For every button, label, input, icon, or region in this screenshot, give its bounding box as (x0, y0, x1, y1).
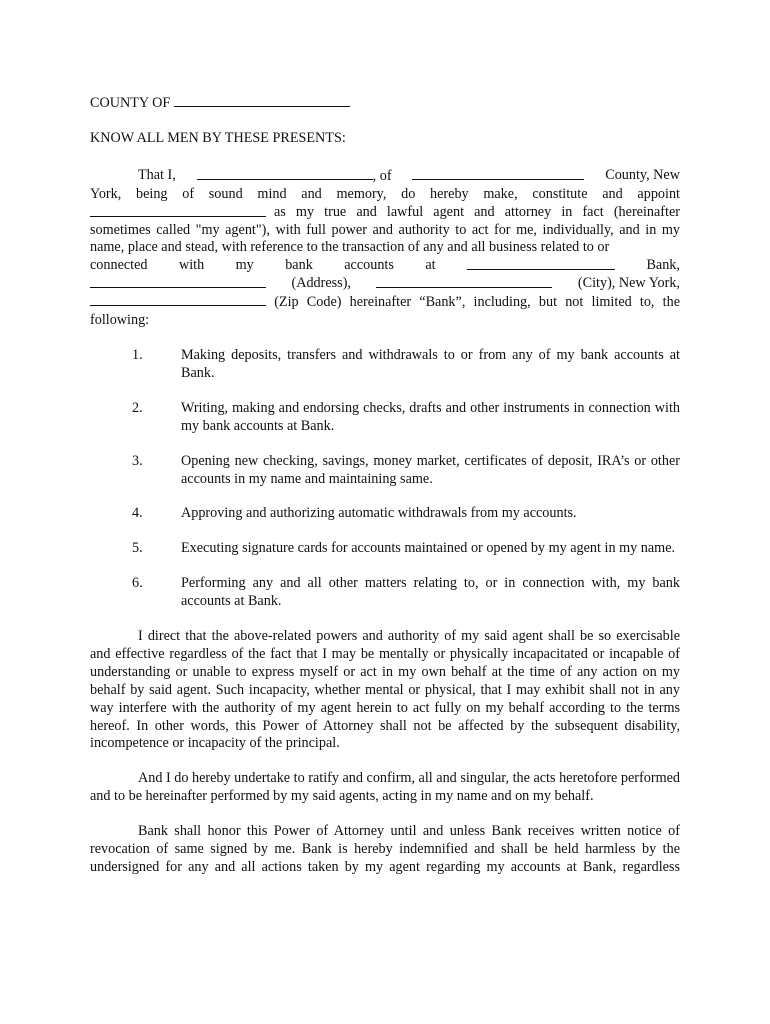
disability-paragraph: I direct that the above-related powers and authority of my said agent shall be so exercisable and effective regardless of the fact that I may be mentally or physically incapacitated or incapable of understanding or unable to express myself or act in my own behalf at the time of any action on my behalf by said agent. Such incapacity, whether mental or physical, that I may exhibit shall not in any way interfere with the authority of my agent herein to act fully on my behalf according to the terms hereof. In other words, this Power of Attorney shall not be affected by the subsequent disability, incompetence or incapacity of the principal. (90, 628, 680, 752)
principal-county-blank[interactable] (412, 167, 584, 180)
power-number: 4. (132, 505, 143, 522)
my-word: my (235, 257, 254, 274)
county-blank[interactable] (174, 94, 350, 107)
power-item (90, 575, 680, 611)
bank-name-blank[interactable] (467, 257, 615, 270)
grant-line-connected (90, 257, 680, 275)
with-word: with (178, 257, 205, 274)
principal-name-blank[interactable] (197, 167, 373, 180)
power-number: 1. (132, 346, 143, 363)
address-blank[interactable] (90, 275, 266, 288)
grant-line-zip (90, 293, 680, 330)
agent-name-blank[interactable] (90, 204, 266, 217)
power-item (90, 505, 680, 523)
power-item (90, 453, 680, 489)
power-item (90, 540, 680, 558)
power-text: Approving and authorizing automatic withdrawals from my accounts. (181, 505, 577, 522)
grant-line-2: York, being of sound mind and memory, do hereby make, constitute and appoint (90, 185, 680, 202)
grant-line-3 (90, 204, 680, 222)
county-new-text: County, New (605, 166, 680, 183)
at-word: at (425, 257, 436, 274)
power-text: Writing, making and endorsing checks, drafts and other instruments in connection with my bank accounts at Bank. (181, 399, 680, 434)
power-number: 6. (132, 575, 143, 592)
grant-line-3-text: as my true and lawful agent and attorney in fact (hereinafter (274, 203, 680, 220)
county-line (90, 94, 680, 113)
power-text: Making deposits, transfers and withdrawals to or from any of my bank accounts at Bank. (181, 346, 680, 381)
county-label: COUNTY OF (90, 95, 171, 111)
bank-comma-text: Bank, (646, 257, 680, 274)
accounts-word: accounts (344, 257, 394, 274)
honor-paragraph: Bank shall honor this Power of Attorney until and unless Bank receives written notice of revocation of same signed by me. Bank is hereby indemnified and shall be held harmless by the undersigned for any and all actions taken by my agent regarding my accounts at Bank, regardless (90, 823, 680, 875)
bank-word: bank (285, 257, 313, 274)
principal-name-blank-wrap (197, 167, 392, 186)
power-item (90, 347, 680, 383)
grant-paragraph (90, 167, 680, 330)
connected-word: connected (90, 257, 148, 274)
grant-line-4: sometimes called "my agent"), with full power and authority to act for me, individually, and in my name, place and stead, with reference to the transaction of any and all business related to or (90, 221, 680, 256)
city-state-text: (City), New York, (577, 275, 680, 292)
zip-blank[interactable] (90, 293, 266, 306)
zip-rest-text: (Zip Code) hereinafter “Bank”, including, but not limited to, the following: (90, 294, 680, 329)
of-text: , of (372, 167, 392, 184)
that-i-text: That I, (138, 166, 176, 183)
power-number: 3. (132, 452, 143, 469)
grant-line-address (90, 275, 680, 293)
city-blank[interactable] (376, 275, 552, 288)
power-item (90, 400, 680, 436)
grant-line-1 (90, 167, 680, 186)
power-text: Performing any and all other matters relating to, or in connection with, my bank accounts at Bank. (181, 575, 680, 610)
address-text: (Address), (291, 275, 351, 292)
power-number: 2. (132, 399, 143, 416)
power-text: Executing signature cards for accounts maintained or opened by my agent in my name. (181, 540, 676, 557)
power-text: Opening new checking, savings, money market, certificates of deposit, IRA’s or other accounts in my name and maintaining same. (181, 452, 680, 487)
powers-list (90, 347, 680, 611)
ratify-paragraph: And I do hereby undertake to ratify and confirm, all and singular, the acts heretofore performed and to be hereinafter performed by my said agents, acting in my name and on my behalf. (90, 770, 680, 805)
power-number: 5. (132, 540, 143, 557)
intro-heading: KNOW ALL MEN BY THESE PRESENTS: (90, 129, 346, 146)
